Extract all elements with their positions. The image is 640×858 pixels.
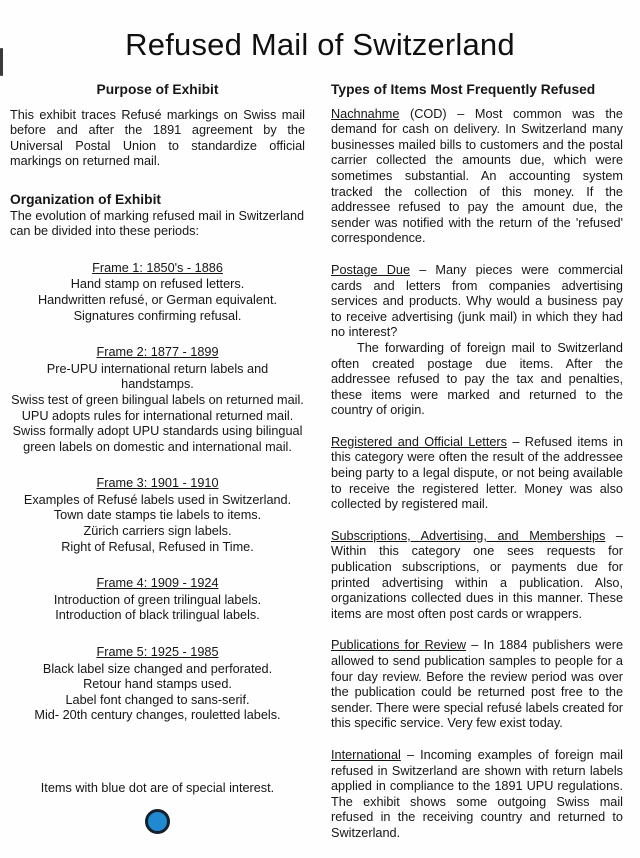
frame-2-line: Pre-UPU international return labels and handstamps. [46, 361, 269, 392]
paragraph-lead: Registered and Official Letters [331, 434, 507, 449]
frame-4-heading: Frame 4: 1909 - 1924 [96, 576, 219, 591]
frame-5-line: Label font changed to sans-serif. [65, 692, 250, 707]
paragraph-nachnahme [331, 107, 623, 247]
paragraph-body: – Incoming examples of foreign mail refused in Switzerland are shown with return labels applied in compliance to the 1891 UPU regulations. The exhibit shows some outgoing Swiss mail refused in the receiving country and returned to Switzerland. [331, 747, 623, 840]
organization-section [10, 192, 305, 240]
types-heading: Types of Items Most Frequently Refused [331, 82, 596, 97]
paragraph-body: – Refused items in this category were often the result of the addressee being party to a legal dispute, or not being available to receive the registered letter. Money was also collected by registered mail. [331, 434, 623, 512]
paragraph-lead: Nachnahme [331, 106, 400, 121]
frame-3-line: Zürich carriers sign labels. [83, 524, 232, 539]
frame-2-line: Swiss formally adopt UPU standards using bilingual green labels on domestic and international mail. [12, 424, 303, 454]
paragraph-postage-due [331, 263, 623, 419]
paragraph-continuation: The forwarding of foreign mail to Switzerland often created postage due items. After the addressee refused to pay the tax and penalties, these items were marked and returned to the country of origin. [331, 340, 623, 418]
frame-3-section [10, 476, 305, 555]
frame-2-line: UPU adopts rules for international returned mail. [21, 408, 294, 423]
frame-5-line: Retour hand stamps used. [83, 677, 232, 692]
paragraph-lead: International [331, 747, 401, 762]
paragraph-body: – Many pieces were commercial cards and letters from companies advertising services and products. Why would a business pay to receive advertising (junk mail) in which they had no interest? [331, 262, 623, 340]
frame-4-line: Introduction of green trilingual labels. [53, 592, 262, 607]
blue-dot-marker [145, 809, 170, 834]
paragraph-international [331, 748, 623, 842]
paragraph-body: (COD) – Most common was the demand for cash on delivery. In Switzerland many businesses mailed bills to customers and the postal carrier collected the amounts due, which were sometimes substantial. An accounting system tracked the collection of this money. If the addressee refused to pay the amount due, the sender was notified with the return of the 'refused' correspondence. [331, 106, 623, 246]
left-column [10, 82, 305, 834]
frame-3-line: Town date stamps tie labels to items. [53, 508, 262, 523]
frame-4-line: Introduction of black trilingual labels. [55, 608, 260, 623]
paragraph-lead: Subscriptions, Advertising, and Memberships [331, 528, 606, 543]
purpose-text: This exhibit traces Refusé markings on Swiss mail before and after the 1891 agreement by the Universal Postal Union to standardize official markings on returned mail. [10, 107, 305, 169]
right-column [331, 82, 623, 858]
frame-3-line: Right of Refusal, Refused in Time. [61, 539, 254, 554]
frame-1-heading: Frame 1: 1850's - 1886 [92, 260, 223, 275]
purpose-heading: Purpose of Exhibit [96, 82, 219, 97]
paragraph-publications-review [331, 638, 623, 732]
frame-3-heading: Frame 3: 1901 - 1910 [96, 476, 219, 491]
paragraph-lead: Postage Due [331, 262, 411, 277]
frame-5-line: Black label size changed and perforated. [42, 661, 273, 676]
frame-5-line: Mid- 20th century changes, rouletted labels. [34, 708, 281, 723]
frame-1-line: Signatures confirming refusal. [73, 308, 242, 323]
frame-5-heading: Frame 5: 1925 - 1985 [96, 645, 219, 660]
frame-5-section [10, 645, 305, 724]
paragraph-body: – Within this category one sees requests for publication subscriptions, or payments due for printed advertising within a publication. Also, organizations collected dues in this manner. These items are most often post cards or wrappers. [331, 528, 623, 621]
frame-2-heading: Frame 2: 1877 - 1899 [96, 345, 219, 360]
frame-1-section [10, 261, 305, 324]
frame-2-section [10, 345, 305, 455]
organization-text: The evolution of marking refused mail in Switzerland can be divided into these periods: [10, 208, 305, 239]
frame-1-line: Handwritten refusé, or German equivalent. [37, 292, 278, 307]
frame-3-line: Examples of Refusé labels used in Switzerland. [23, 492, 292, 507]
frame-1-line: Hand stamp on refused letters. [70, 277, 245, 292]
frame-2-line: Swiss test of green bilingual labels on returned mail. [11, 392, 304, 407]
paragraph-subscriptions [331, 529, 623, 623]
special-interest-note: Items with blue dot are of special interest. [40, 781, 275, 795]
paragraph-registered-letters [331, 435, 623, 513]
page-title: Refused Mail of Switzerland [125, 27, 515, 62]
frame-4-section [10, 576, 305, 624]
paragraph-lead: Publications for Review [331, 638, 467, 653]
organization-heading: Organization of Exhibit [10, 191, 161, 207]
paragraph-body: – In 1884 publishers were allowed to send publication samples to people for a four day review. Before the review period was over the publication could be returned post free to the sender. There were special refusé labels created for this specific service. Very few exist today. [331, 638, 623, 731]
